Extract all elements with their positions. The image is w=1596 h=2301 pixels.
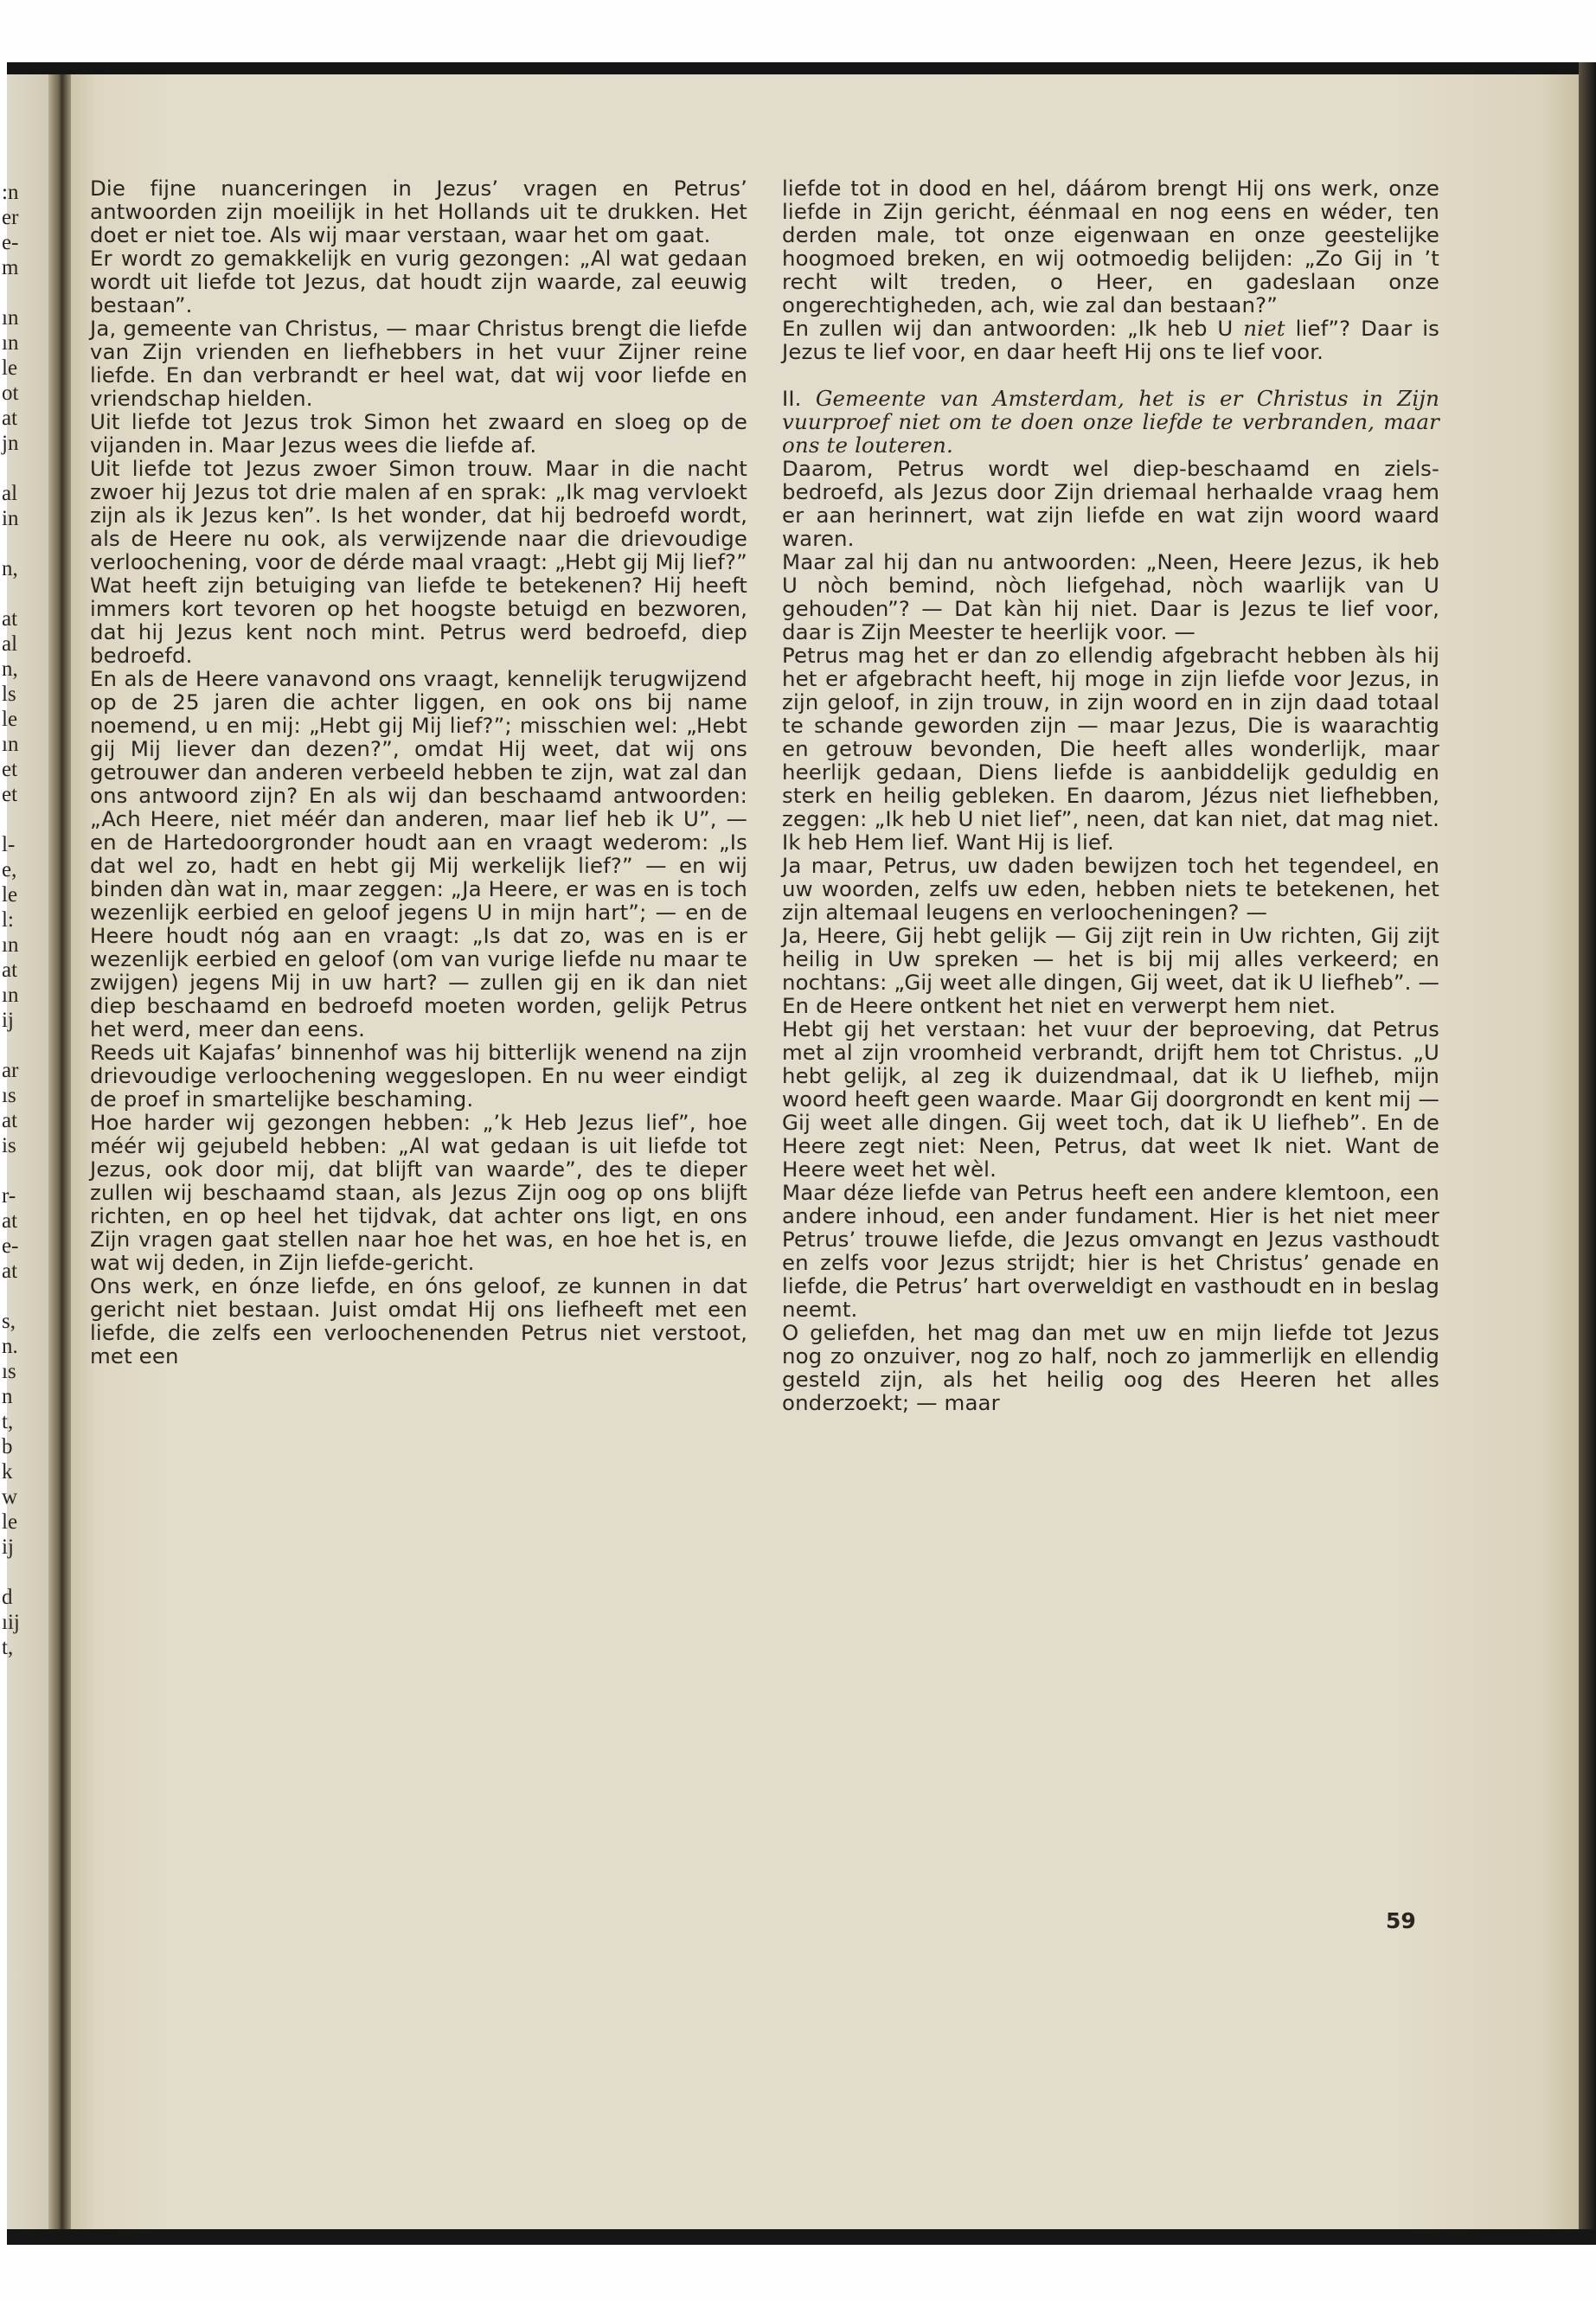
previous-page-fragment: t, <box>2 1410 14 1433</box>
previous-page-fragment: at <box>2 407 18 430</box>
paragraph: Ja, Heere, Gij hebt gelijk — Gij zijt rein in Uw richten, Gij zijt heilig in Uw spreken — het is bij mij alles verkeerd; en nochtans: „Gij weet alle dingen, Gij weet, dat ik U liefheb”. — En de Heere ontkent het niet en verwerpt hem niet. <box>782 923 1439 1018</box>
previous-page-fragment: n, <box>2 657 18 681</box>
paragraph: Die fijne nuanceringen in Jezus’ vragen en Petrus’ antwoorden zijn moeilijk in het Hollands uit te drukken. Het doet er niet toe. Als wij maar verstaan, waar het om gaat. <box>90 176 747 247</box>
previous-page-fragment: e- <box>2 1234 19 1258</box>
previous-page-fragment: at <box>2 958 18 982</box>
previous-page-fragment: ın <box>2 984 19 1007</box>
previous-page-fragment: er <box>2 206 19 229</box>
previous-page-fragment: n. <box>2 1335 18 1358</box>
previous-page-fragment: s, <box>2 1310 16 1333</box>
right-column <box>782 176 1439 1414</box>
left-column <box>90 176 747 1368</box>
previous-page-fragment: ij <box>2 1009 14 1032</box>
previous-page-fragment: at <box>2 1209 18 1233</box>
paragraph: Daarom, Petrus wordt wel diep-beschaamd en ziels-bedroefd, als Jezus door Zijn driemaal herhaalde vraag hem er aan herinnert, wat zijn liefde en wat zijn woord waard waren. <box>782 456 1439 551</box>
previous-page-fragment: ıs <box>2 1360 16 1383</box>
paragraph: liefde tot in dood en hel, dáárom brengt Hij ons werk, onze liefde in Zijn gericht, éénmaal en nog eens en wéder, ten derden male, tot onze eigenwaan en onze geestelijke hoogmoed breken, en wij ootmoedig belijden: „Zo Gij in ’t recht wilt treden, o Heer, en gadeslaan onze ongerechtigheden, ach, wie zal dan bestaan?” <box>782 176 1439 317</box>
paragraph: Uit liefde tot Jezus zwoer Simon trouw. Maar in die nacht zwoer hij Jezus tot drie malen af en sprak: „Ik mag vervloekt zijn als ik Jezus ken”. Is het wonder, dat hij bedroefd wordt, als de Heere nu ook, als verwijzende naar die drievoudige verloochening, voor de dérde maal vraagt: „Hebt gij Mij lief?” <box>90 456 747 574</box>
paragraph: O geliefden, het mag dan met uw en mijn liefde tot Jezus nog zo onzuiver, nog zo half, noch zo jammerlijk en ellendig gesteld zijn, als het heilig oog des Heeren het alles onderzoekt; — maar <box>782 1320 1439 1415</box>
paragraph: Reeds uit Kajafas’ binnenhof was hij bitterlijk wenend na zijn drievoudige verloochening weggeslopen. En nu weer eindigt de proef in smartelijke beschaming. <box>90 1040 747 1112</box>
previous-page-fragment: k <box>2 1460 13 1484</box>
section-numeral: II. <box>782 386 802 411</box>
paragraph: Hebt gij het verstaan: het vuur der beproeving, dat Petrus met al zijn vroomheid verbrandt, drijft hem tot Christus. „U hebt gelijk, al zeg ik duizendmaal, dat ik U liefheb, mijn woord heeft geen waarde. Maar Gij doorgrondt en kent mij — Gij weet alle dingen. Gij weet toch, dat ik U liefheb”. En de Heere zegt niet: Neen, Petrus, dat weet Ik niet. Want de Heere weet het wèl. <box>782 1016 1439 1182</box>
scan-border-bottom <box>7 2229 1596 2245</box>
previous-page-fragment: le <box>2 883 18 907</box>
previous-page-fragment: le <box>2 1510 18 1534</box>
previous-page-fragment: et <box>2 783 18 806</box>
previous-page-fragment: ıij <box>2 1611 20 1634</box>
paragraph-reply <box>782 317 1439 363</box>
reply-text: En zullen wij dan antwoorden: „Ik heb U <box>782 316 1244 341</box>
paragraph: Petrus mag het er dan zo ellendig afgebracht hebben àls hij het er afgebracht heeft, hij moge in zijn liefde voor Jezus, in zijn geloof, in zijn trouw, in zijn woord en in zijn daad totaal te schande geworden zijn — maar Jezus, Die is waarachtig en getrouw bevonden, Die heeft alles wonderlijk, maar heerlijk gedaan, Diens liefde is aanbiddelijk geduldig en sterk en heilig gebleken. En daarom, Jézus niet liefhebben, zeggen: „Ik heb U niet lief”, neen, dat kan niet, dat mag niet. Ik heb Hem lief. Want Hij is lief. <box>782 643 1439 855</box>
paragraph: Er wordt zo gemakkelijk en vurig gezongen: „Al wat gedaan wordt uit liefde tot Jezus, dat houdt zijn waarde, zal eeuwig bestaan”. <box>90 246 747 317</box>
previous-page-fragment: at <box>2 607 18 631</box>
paragraph: Ja, gemeente van Christus, — maar Christus brengt die liefde van Zijn vrienden en liefhebbers in het vuur Zijner reine liefde. En dan verbrandt er heel wat, dat wij voor liefde en vriendschap hielden. <box>90 316 747 411</box>
previous-page-fragment: ot <box>2 381 19 405</box>
previous-page-fragment: in <box>2 507 19 530</box>
paragraph: En als de Heere vanavond ons vraagt, kennelijk terugwijzend op de 25 jaren die achter liggen, en ook ons bij name noemend, u en mij: „Hebt gij Mij lief?”; misschien wel: „Hebt gij Mij liever dan dezen?”, omdat Hij weet, dat wij ons getrouwer dan anderen verbeeld hebben te zijn, wat zal dan ons antwoord zijn? En als wij dan beschaamd antwoorden: „Ach Heere, niet méér dan anderen, maar lief heb ik U”, — en de Hartedoorgronder houdt aan en vraagt wederom: „Is dat wel zo, hadt en hebt gij Mij werkelijk lief?” — en wij binden dàn wat in, maar zeggen: „Ja Heere, er was en is toch wezenlijk eerbied en geloof jegens U in mijn hart”; — en de Heere houdt nóg aan en vraagt: „Is dat zo, was en is er wezenlijk eerbied en geloof (om van vurige liefde nu maar te zwijgen) jegens Mij in uw hart? — zullen gij en ik dan niet diep beschaamd en bedroefd moeten worden, gelijk Petrus het werd, meer dan eens. <box>90 666 747 1042</box>
previous-page-fragment: at <box>2 1109 18 1132</box>
previous-page-fragment: ın <box>2 331 19 355</box>
previous-page-fragment: e- <box>2 231 19 254</box>
previous-page-fragment: b <box>2 1435 13 1458</box>
previous-page-fragment: d <box>2 1586 13 1609</box>
book-gutter <box>48 74 71 2229</box>
page-number: 59 <box>1386 1908 1416 1933</box>
emphasis-niet: niet <box>1243 316 1285 341</box>
previous-page-fragment: ıs <box>2 1084 16 1107</box>
previous-page-fragment: al <box>2 482 18 505</box>
previous-page-fragment: m <box>2 256 19 279</box>
previous-page-fragment: t, <box>2 1636 14 1659</box>
previous-page-fragment: :n <box>2 181 19 204</box>
reply-text-end: lief”? Daar is Jezus te lief voor, en daar heeft Hij ons te lief voor. <box>782 316 1439 364</box>
previous-page-fragment: et <box>2 758 18 781</box>
previous-page-fragment: is <box>2 1134 16 1157</box>
paragraph: Ja maar, Petrus, uw daden bewijzen toch het tegendeel, en uw woorden, zelfs uw eden, hebben niets te betekenen, het zijn altemaal leugens en verloocheningen? — <box>782 853 1439 925</box>
book-page <box>71 74 1579 2229</box>
section-heading <box>782 387 1439 457</box>
previous-page-fragment: r- <box>2 1184 16 1208</box>
previous-page-fragment: ar <box>2 1059 19 1082</box>
previous-page-fragment: ın <box>2 306 19 330</box>
previous-page-fragment: ın <box>2 933 19 957</box>
previous-page-fragment: n, <box>2 557 18 580</box>
previous-page-fragment: al <box>2 632 18 656</box>
paragraph: Wat heeft zijn betuiging van liefde te betekenen? Hij heeft immers kort tevoren op het hoogste betuigd en bezworen, dat hij Jezus kent noch mint. Petrus werd bedroefd, diep bedroefd. <box>90 573 747 668</box>
previous-page-fragment: e, <box>2 858 17 881</box>
paragraph: Uit liefde tot Jezus trok Simon het zwaard en sloeg op de vijanden in. Maar Jezus wees die liefde af. <box>90 409 747 458</box>
previous-page-fragment: w <box>2 1485 18 1509</box>
previous-page-fragment: jn <box>2 432 19 455</box>
paragraph: Ons werk, en ónze liefde, en óns geloof, ze kunnen in dat gericht niet bestaan. Juist omdat Hij ons liefheeft met een liefde, die zelfs een verloochenenden Petrus niet verstoot, met een <box>90 1273 747 1368</box>
paragraph: Hoe harder wij gezongen hebben: „’k Heb Jezus lief”, hoe méér wij gejubeld hebben: „Al wat gedaan is uit liefde tot Jezus, ook door mij, dat blijft van waarde”, des te dieper zullen wij beschaamd staan, als Jezus Zijn oog op ons blijft richten, en op heel het tijdvak, dat achter ons ligt, en ons Zijn vragen gaat stellen naar hoe het was, en hoe het is, en wat wij deden, in Zijn liefde-gericht. <box>90 1110 747 1275</box>
previous-page-fragment: ls <box>2 683 16 706</box>
scan-border-top <box>7 62 1596 74</box>
previous-page-fragment: at <box>2 1259 18 1283</box>
previous-page-fragment: le <box>2 708 18 731</box>
previous-page-fragment: ın <box>2 733 19 756</box>
previous-page-fragment: le <box>2 356 18 380</box>
previous-page-fragment: n <box>2 1385 13 1408</box>
section-title: Gemeente van Amsterdam, het is er Christus in Zijn vuurproef niet om te doen onze liefde te verbranden, maar ons te louteren. <box>782 386 1439 458</box>
scan-border-right <box>1579 62 1596 2242</box>
previous-page-fragment: ij <box>2 1535 14 1559</box>
previous-page-fragment: l- <box>2 833 16 856</box>
paragraph: Maar zal hij dan nu antwoorden: „Neen, Heere Jezus, ik heb U nòch bemind, nòch liefgehad, nòch waarlijk van U gehouden”? — Dat kàn hij niet. Daar is Jezus te lief voor, daar is Zijn Meester te heerlijk voor. — <box>782 549 1439 644</box>
paragraph: Maar déze liefde van Petrus heeft een andere klemtoon, een andere inhoud, een ander fundament. Hier is het niet meer Petrus’ trouwe liefde, die Jezus omvangt en Jezus vasthoudt en zelfs voor Jezus strijdt; hier is het Christus’ genade en liefde, die Petrus’ hart overweldigt en vasthoudt en in beslag neemt. <box>782 1180 1439 1322</box>
previous-page-fragment: l: <box>2 908 14 932</box>
